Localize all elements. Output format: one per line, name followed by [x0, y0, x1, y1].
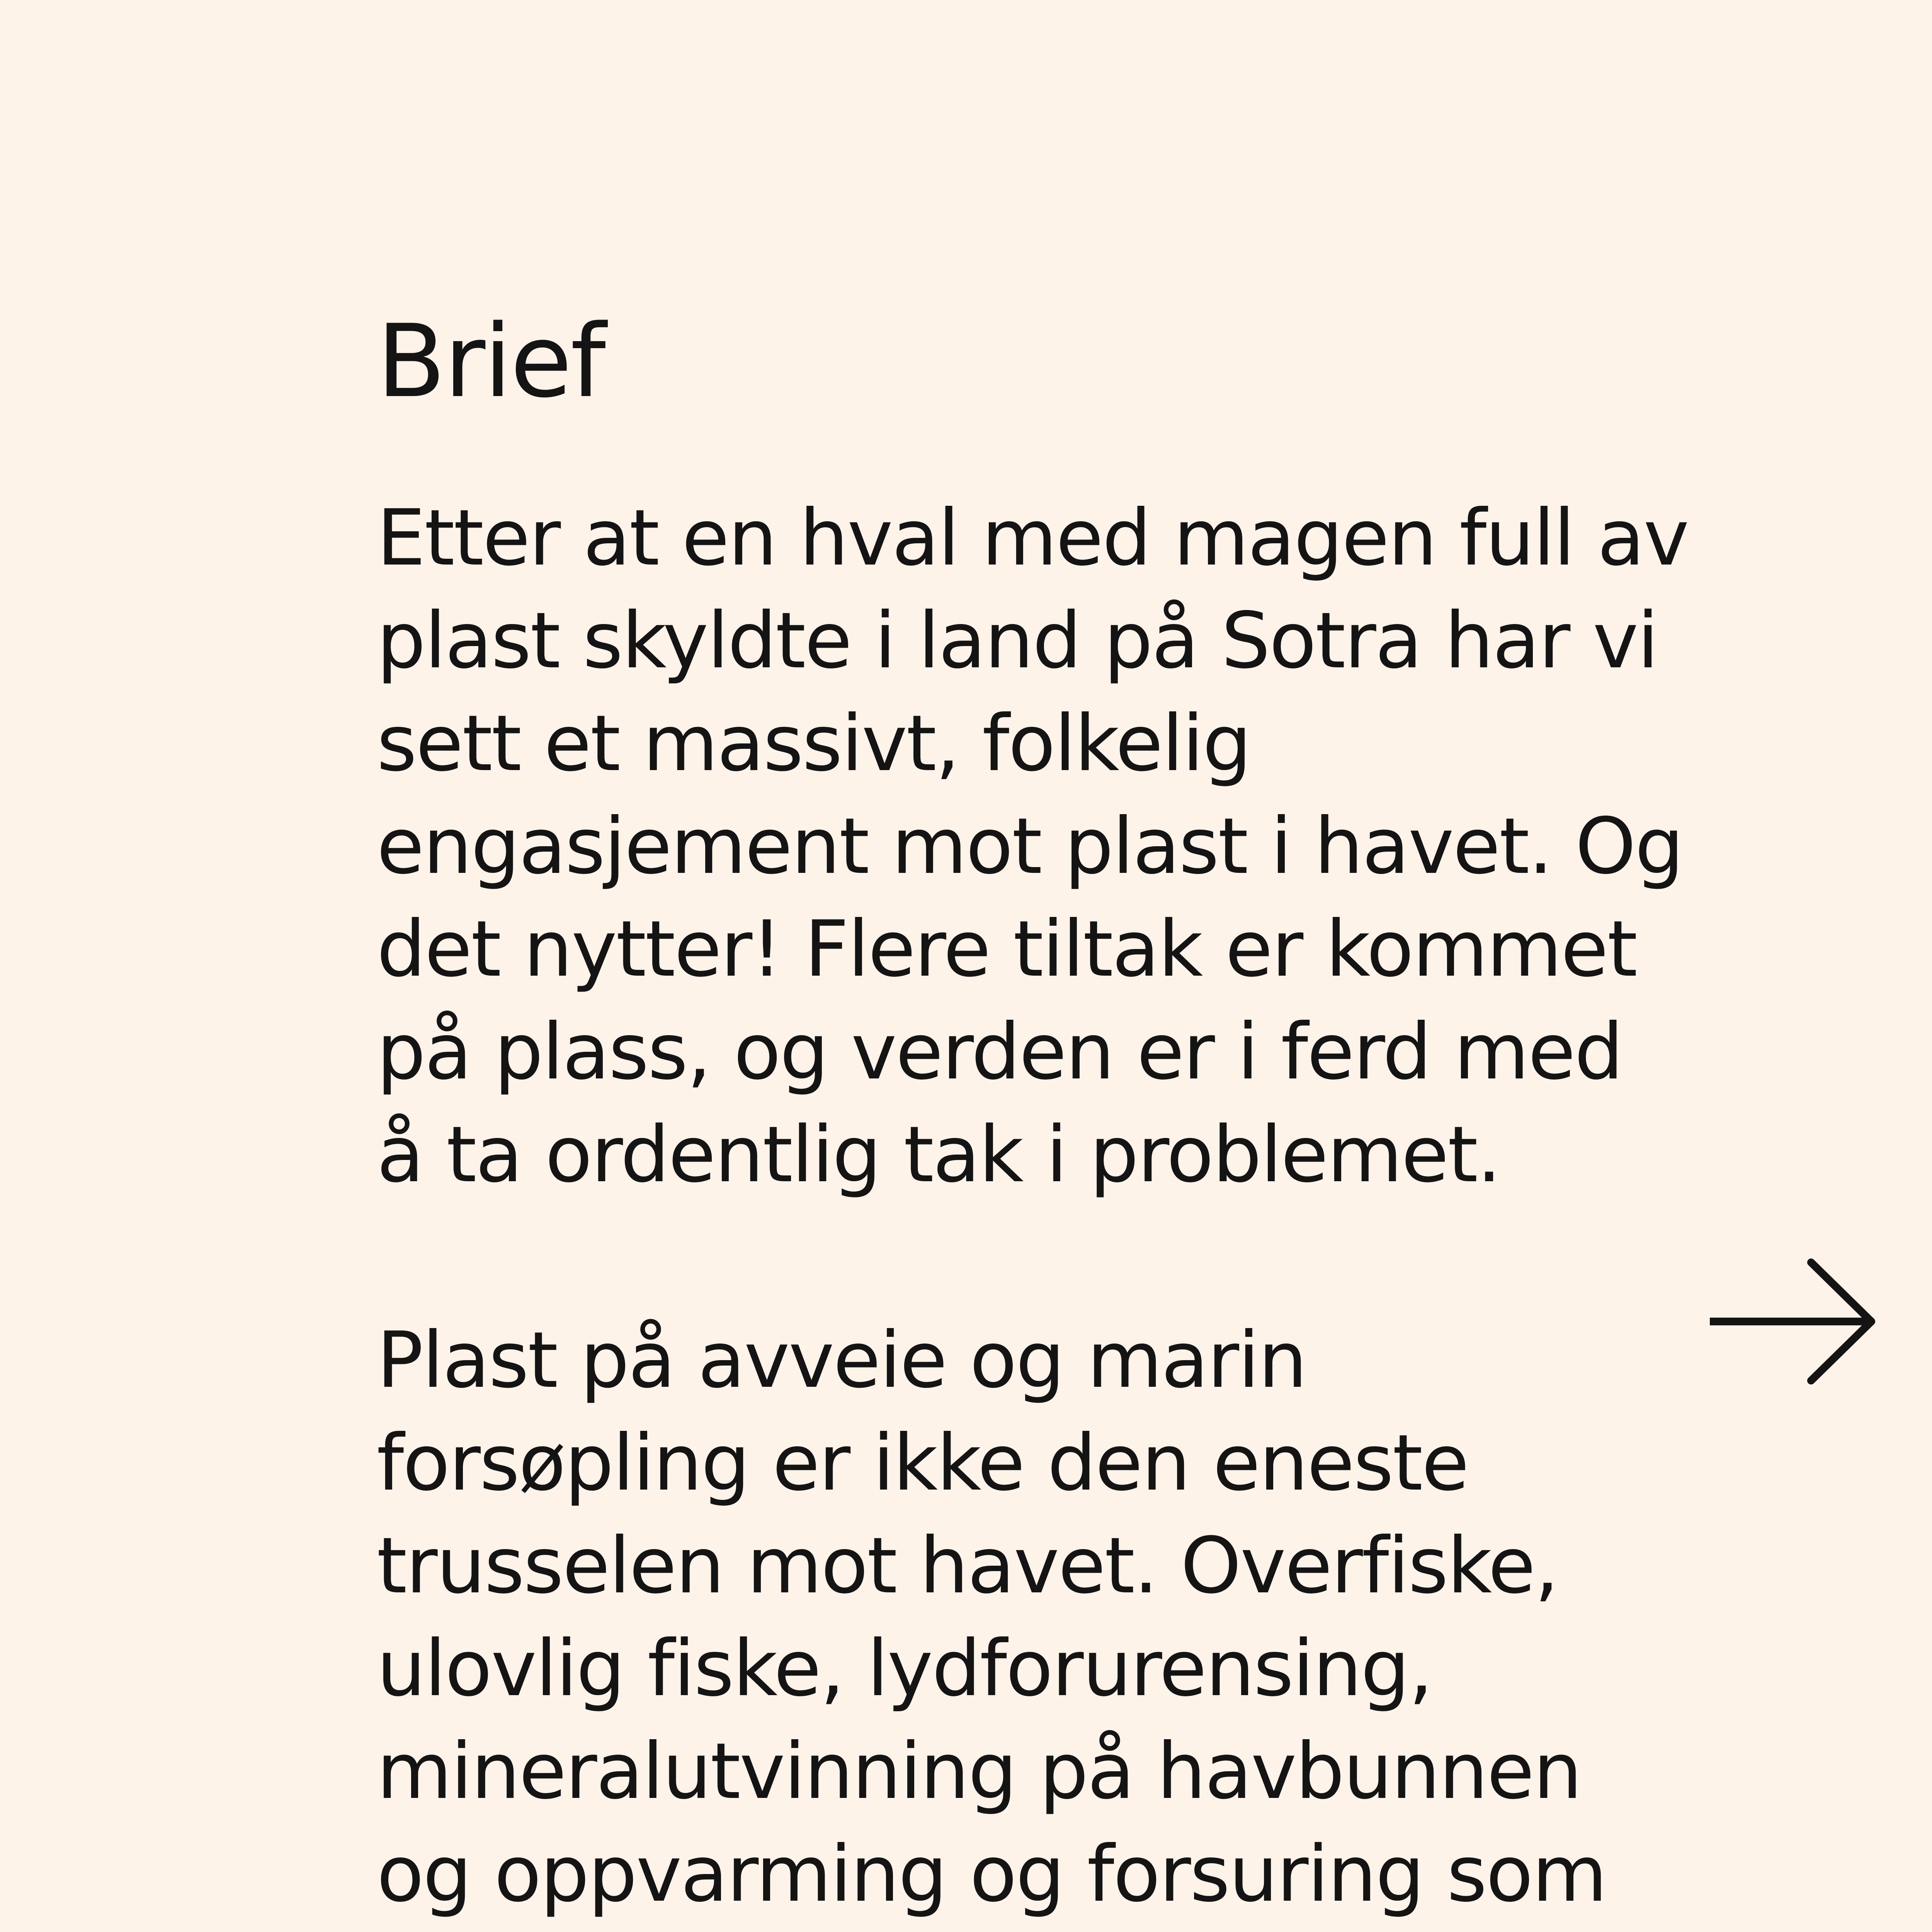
paragraph-2-line: ulovlig fiske, lydforurensing,: [377, 1624, 1432, 1714]
paragraph-1-line: engasjement mot plast i havet. Og: [377, 801, 1683, 891]
paragraph-2-line: Plast på avveie og marin: [377, 1315, 1306, 1405]
paragraph-1-line: Etter at en hval med magen full av: [377, 493, 1688, 583]
paragraph-spacer: [377, 1206, 1806, 1309]
page-title: Brief: [377, 303, 604, 420]
paragraph-2-line: trusselen mot havet. Overfiske,: [377, 1521, 1558, 1611]
arrow-right-icon[interactable]: [1710, 1258, 1876, 1385]
paragraph-1-line: det nytter! Flere tiltak er kommet: [377, 904, 1637, 994]
paragraph-1: [377, 487, 1806, 1206]
paragraph-1-line: sett et massivt, folkelig: [377, 699, 1251, 789]
paragraph-2-line: mineralutvinning på havbunnen: [377, 1726, 1581, 1816]
paragraph-2-line: forsøpling er ikke den eneste: [377, 1418, 1468, 1508]
paragraph-2-line: og oppvarming og forsuring som: [377, 1829, 1606, 1919]
paragraph-1-line: å ta ordentlig tak i problemet.: [377, 1110, 1500, 1200]
paragraph-2: [377, 1309, 1806, 1932]
brief-body: [377, 487, 1806, 1932]
paragraph-1-line: plast skyldte i land på Sotra har vi: [377, 596, 1658, 686]
paragraph-2-line: [377, 1926, 1806, 1932]
paragraph-1-line: på plass, og verden er i ferd med: [377, 1007, 1622, 1097]
